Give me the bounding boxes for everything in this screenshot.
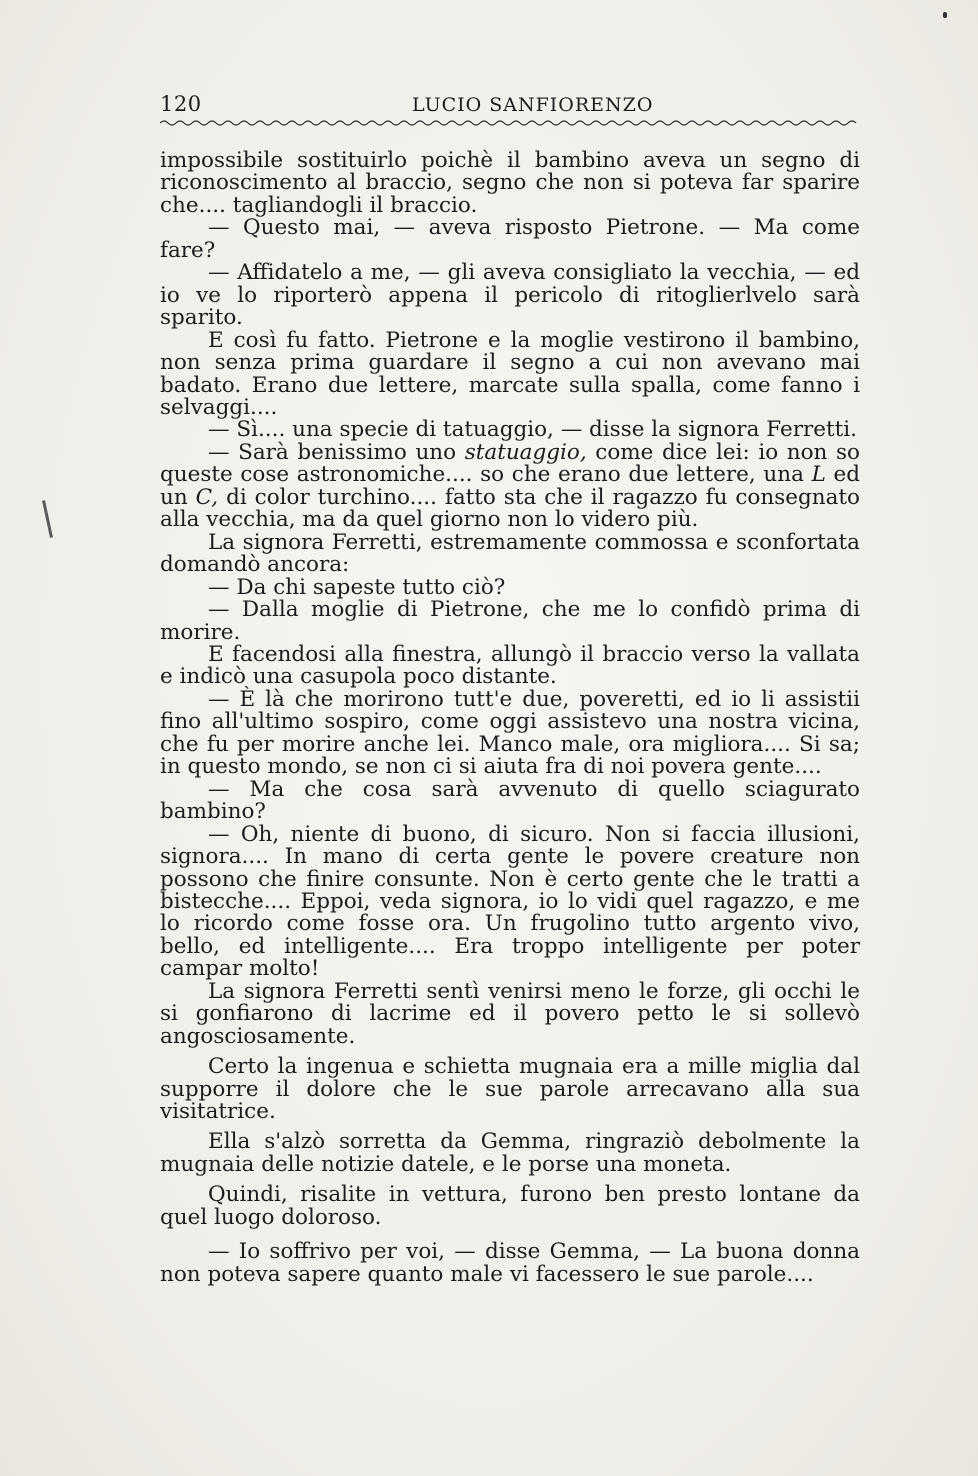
margin-mark [42,500,53,538]
paragraph: impossibile sostituirlo poichè il bambino aveva un segno di riconoscimento al braccio, segno che non si poteva far sparire che.... tagliandogli il braccio. [160,148,860,218]
italic-word: statuaggio, [464,439,587,465]
paragraph: — Affidatelo a me, — gli aveva consigliato la vecchia, — ed io ve lo riporterò appena il pericolo di ritoglierlvelo sarà sparito. [160,260,860,331]
paragraph: — Sì.... una specie di tatuaggio, — disse la signora Ferretti. [208,417,857,443]
paragraph: — Io soffrivo per voi, — disse Gemma, — La buona donna non poteva sapere quanto male vi facessero le sue parole.... [160,1239,860,1287]
italic-letter: C, [195,484,219,510]
text-run: ed un [160,462,861,510]
paragraph: Ella s'alzò sorretta da Gemma, ringraziò debolmente la mugnaia delle notizie datele, e le porse una moneta. [160,1129,860,1177]
paragraph: — Ma che cosa sarà avvenuto di quello sciagurato bambino? [160,776,860,825]
paragraph: — È là che morirono tutt'e due, poveretti, ed io li assistii fino all'ultimo sospiro, come oggi assistevo una nostra vicina, che fu per morire anche lei. Manco male, ora migliora.... Si sa; in questo mondo, se non ci si aiuta fra di noi povera gente.... [160,686,860,780]
body-text [160,150,860,1286]
paragraph [160,439,861,533]
text-run: di color turchino.... fatto sta che il ragazzo fu consegnato alla vecchia, ma da quel giorno non lo videro più. [160,484,860,533]
paragraph: — Questo mai, — aveva risposto Pietrone. — Ma come fare? [160,215,860,263]
paragraph: — Oh, niente di buono, di sicuro. Non si faccia illusioni, signora.... In mano di certa gente le povere creature non possono che finire consunte. Non è certo gente che le tratti a bistecche.... Eppoi, veda signora, io lo vidi quel ragazzo, e me lo ricordo come fosse ora. Un frugolino tutto argento vivo, bello, ed intelligente.... Era troppo intelligente per poter campar molto! [160,821,860,982]
page-number: 120 [160,92,202,116]
paragraph: — Da chi sapeste tutto ciò? [208,574,506,600]
wavy-header-rule [160,118,858,128]
paragraph: — Dalla moglie di Pietrone, che me lo confidò prima di morire. [160,597,860,645]
paragraph: E così fu fatto. Pietrone e la moglie vestirono il bambino, non senza prima guardare il segno a cui non avevano mai badato. Erano due lettere, marcate sulla spalla, come fanno i selvaggi.... [160,327,860,420]
page-header [160,92,860,132]
paragraph: E facendosi alla finestra, allungò il braccio verso la vallata e indicò una casupola poco distante. [160,641,860,690]
text-run: — Sarà benissimo uno [208,439,465,465]
ink-speck [943,12,947,18]
text-run: come dice lei: io non so queste cose astronomiche.... so che erano due lettere, una [160,439,860,488]
running-title: LUCIO SANFIORENZO [412,94,654,116]
paragraph: Certo la ingenua e schietta mugnaia era a mille miglia dal supporre il dolore che le sue parole arrecavano alla sua visitatrice. [160,1054,860,1125]
italic-letter: L [811,462,826,488]
paragraph: La signora Ferretti, estremamente commossa e sconfortata domandò ancora: [160,529,860,578]
paragraph: La signora Ferretti sentì venirsi meno le forze, gli occhi le si gonfiarono di lacrime ed il povero petto le si sollevò angosciosamente. [160,978,860,1049]
paragraph: Quindi, risalite in vettura, furono ben presto lontane da quel luogo doloroso. [160,1182,860,1230]
